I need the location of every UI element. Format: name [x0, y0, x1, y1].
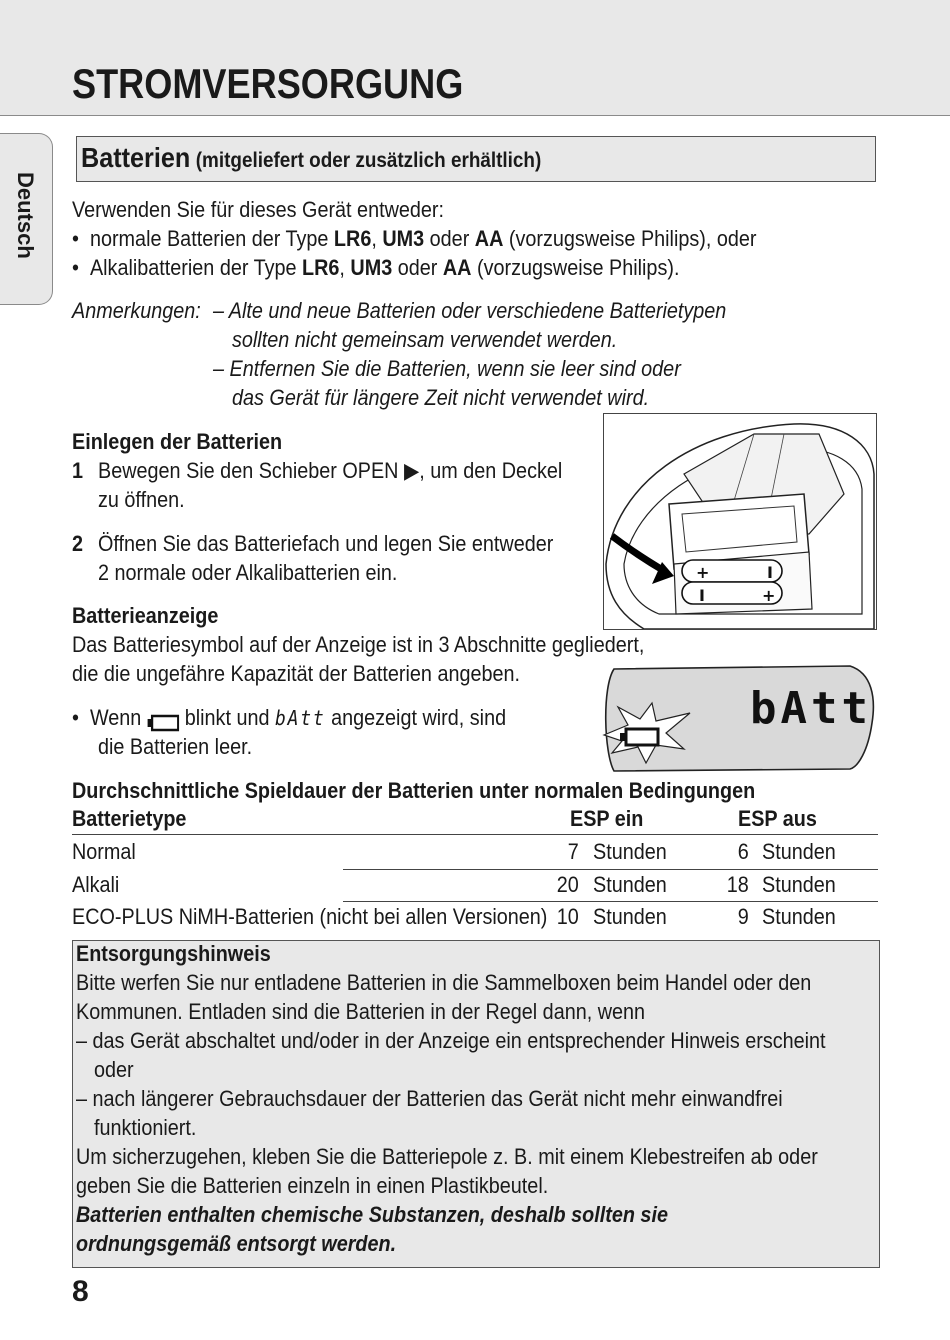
insert-heading: Einlegen der Batterien: [72, 429, 283, 454]
indicator-bullet: • Wenn blinkt und bAtt angezeigt wird, sind: [72, 705, 507, 730]
step-1-number: 1: [72, 458, 84, 483]
table-row-2-esp-on: 20: [556, 872, 579, 897]
intro-line: Verwenden Sie für dieses Gerät entweder:: [72, 197, 445, 222]
lcd-display-figure: [600, 663, 878, 775]
disposal-warning-1: Batterien enthalten chemische Substanzen, deshalb sollten sie: [76, 1202, 668, 1227]
indicator-bullet-line-2: die Batterien leer.: [98, 734, 253, 759]
section-title-box: [76, 136, 876, 182]
battery-compartment-figure: [603, 413, 877, 630]
disposal-line-4: oder: [94, 1057, 134, 1082]
step-2-number: 2: [72, 531, 84, 556]
table-row-1-esp-on: 7: [567, 839, 579, 864]
section-title-main: Batterien: [81, 142, 191, 173]
disposal-line-6: funktioniert.: [94, 1115, 197, 1140]
table-header-esp-on: ESP ein: [570, 806, 644, 831]
disposal-line-7: Um sicherzugehen, kleben Sie die Batteriepole z. B. mit einem Klebestreifen ab oder: [76, 1144, 818, 1169]
intro-bullet-1: • normale Batterien der Type LR6, UM3 oder AA (vorzugsweise Philips), oder: [72, 226, 757, 251]
table-row-1-unit-off: Stunden: [762, 839, 836, 864]
note-line-3: – Entfernen Sie die Batterien, wenn sie leer sind oder: [213, 356, 681, 381]
table-row-1-type: Normal: [72, 839, 136, 864]
disposal-box: [72, 940, 880, 1268]
battery-compartment-illustration: [604, 414, 876, 629]
step-1-line-1: Bewegen Sie den Schieber OPEN ▶, um den Deckel: [98, 458, 563, 483]
disposal-line-2: Kommunen. Entladen sind die Batterien in der Regel dann, wenn: [76, 999, 646, 1024]
svg-text:I: I: [767, 563, 773, 582]
language-tab: [0, 133, 53, 305]
batt-display-code: bAtt: [275, 706, 326, 730]
svg-text:I: I: [699, 586, 705, 605]
table-row-2-unit-off: Stunden: [762, 872, 836, 897]
language-tab-label: Deutsch: [13, 172, 38, 259]
table-caption: Durchschnittliche Spieldauer der Batterien unter normalen Bedingungen: [72, 778, 756, 803]
indicator-line-1: Das Batteriesymbol auf der Anzeige ist in 3 Abschnitte gegliedert,: [72, 632, 645, 657]
table-row-2-type: Alkali: [72, 872, 120, 897]
table-row-1-esp-off: 6: [737, 839, 749, 864]
page-number: 8: [72, 1275, 89, 1308]
disposal-line-8: geben Sie die Batterien einzeln in einen Plastikbeutel.: [76, 1173, 549, 1198]
page-title: STROMVERSORGUNG: [72, 60, 464, 107]
step-2-line-2: 2 normale oder Alkalibatterien ein.: [98, 560, 398, 585]
table-row-3-unit-off: Stunden: [762, 904, 836, 929]
indicator-line-2: die die ungefähre Kapazität der Batterien angeben.: [72, 661, 521, 686]
intro-bullet-2: • Alkalibatterien der Type LR6, UM3 oder AA (vorzugsweise Philips).: [72, 255, 680, 280]
step-2-line-1: Öffnen Sie das Batteriefach und legen Sie entweder: [98, 531, 554, 556]
table-header-type: Batterietype: [72, 806, 187, 831]
table-row-3-esp-off: 9: [737, 904, 749, 929]
table-header-rule: [72, 834, 878, 835]
svg-text:+: +: [696, 563, 710, 582]
step-1-line-2: zu öffnen.: [98, 487, 185, 512]
note-line-1: – Alte und neue Batterien oder verschiedene Batterietypen: [213, 298, 727, 323]
table-row-3-type: ECO-PLUS NiMH-Batterien (nicht bei allen Versionen): [72, 904, 548, 929]
lcd-batt-text: bAtt: [750, 683, 872, 734]
disposal-line-5: – nach längerer Gebrauchsdauer der Batterien das Gerät nicht mehr einwandfrei: [76, 1086, 783, 1111]
indicator-heading: Batterieanzeige: [72, 603, 219, 628]
table-row-3-esp-on: 10: [556, 904, 579, 929]
disposal-warning-2: ordnungsgemäß entsorgt werden.: [76, 1231, 397, 1256]
table-row-3-unit-on: Stunden: [593, 904, 667, 929]
table-row-1-unit-on: Stunden: [593, 839, 667, 864]
disposal-heading: Entsorgungshinweis: [76, 941, 271, 966]
disposal-line-3: – das Gerät abschaltet und/oder in der Anzeige ein entsprechender Hinweis erscheint: [76, 1028, 826, 1053]
notes-label: Anmerkungen:: [72, 298, 201, 323]
svg-text:+: +: [762, 586, 776, 605]
note-line-4: das Gerät für längere Zeit nicht verwendet wird.: [232, 385, 650, 410]
table-header-esp-off: ESP aus: [738, 806, 817, 831]
table-row-2-unit-on: Stunden: [593, 872, 667, 897]
note-line-2: sollten nicht gemeinsam verwendet werden.: [232, 327, 618, 352]
battery-empty-icon: [147, 710, 179, 728]
section-title: [81, 143, 541, 175]
section-title-sub: (mitgeliefert oder zusätzlich erhältlich): [195, 149, 542, 172]
table-row-2-esp-off: 18: [726, 872, 749, 897]
disposal-line-1: Bitte werfen Sie nur entladene Batterien in die Sammelboxen beim Handel oder den: [76, 970, 812, 995]
